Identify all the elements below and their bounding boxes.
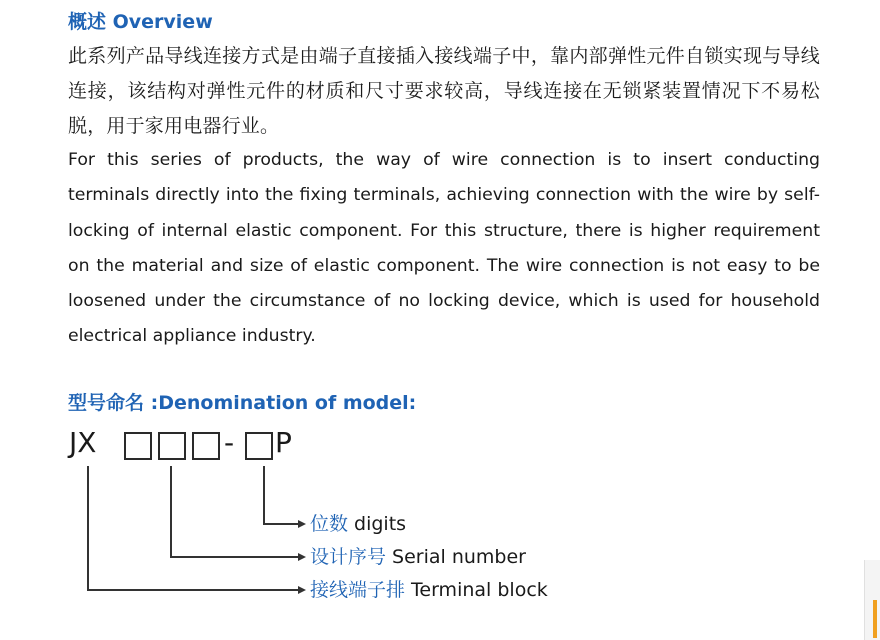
legend-digits-en: digits [354,513,407,535]
terminal-connector-horizontal [87,589,299,591]
digits-box [245,432,273,460]
legend-serial-en: Serial number [392,546,526,568]
legend-terminal-en: Terminal block [411,579,548,601]
legend-terminal-block [310,578,548,602]
overview-english-paragraph: For this series of products, the way of wire connection is to insert conducting terminals directly into the fixing terminals, achieving connection with the wire by self-locking of internal elastic component. For this structure, there is higher requirement on the material and size of elastic component. The wire connection is not easy to be loosened under the circumstance of no locking device, which is used for household electrical appliance industry. [68,150,820,347]
edge-floating-widget[interactable] [864,560,880,640]
legend-digits [310,512,406,536]
terminal-arrow-icon [298,586,306,594]
serial-digit-box-3 [192,432,220,460]
serial-digit-box-2 [158,432,186,460]
legend-digits-cn: 位数 [310,513,349,535]
digits-connector-vertical [263,466,265,524]
serial-arrow-icon [298,553,306,561]
model-suffix: P [275,426,292,459]
model-denomination-heading: 型号命名 :Denomination of model: [68,392,417,414]
model-prefix: JX [69,426,97,459]
legend-serial-number [310,545,526,569]
terminal-connector-vertical [87,466,89,590]
serial-digit-box-1 [124,432,152,460]
digits-connector-horizontal [263,523,299,525]
overview-heading: 概述 Overview [68,11,213,33]
overview-chinese-paragraph: 此系列产品导线连接方式是由端子直接插入接线端子中，靠内部弹性元件自锁实现与导线连接，该结构对弹性元件的材质和尺寸要求较高，导线连接在无锁紧装置情况下不易松脱，用于家用电器行业。 [68,45,820,137]
widget-accent-bar [873,600,877,638]
legend-terminal-cn: 接线端子排 [310,579,406,601]
model-dash: - [224,426,235,459]
digits-arrow-icon [298,520,306,528]
serial-connector-vertical [170,466,172,557]
legend-serial-cn: 设计序号 [310,546,387,568]
serial-connector-horizontal [170,556,299,558]
